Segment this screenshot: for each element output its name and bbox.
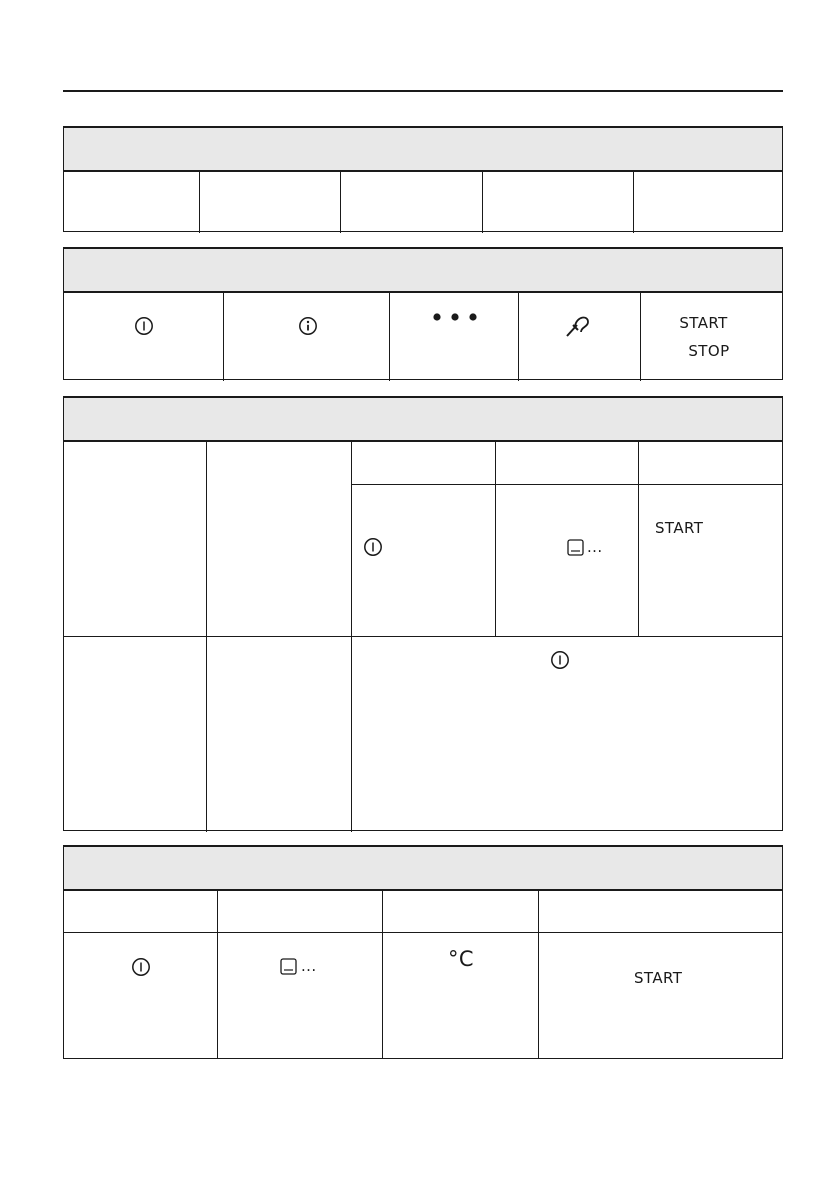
oven-icon — [280, 958, 297, 975]
stop-label: STOP — [688, 342, 730, 360]
table-4-cell-power — [64, 933, 217, 1059]
table-4-header-cell-1 — [64, 891, 217, 932]
table-1-cell-2 — [199, 172, 341, 233]
table-2-cell-power — [64, 293, 223, 381]
table-3-cell-power — [352, 485, 495, 636]
table-4-header-cell-4 — [538, 891, 782, 932]
start-label: START — [634, 969, 683, 987]
table-4 — [63, 845, 783, 1059]
start-label: START — [679, 314, 728, 332]
table-1-header — [64, 128, 782, 172]
power-icon — [363, 537, 383, 557]
table-1-cell-3 — [340, 172, 482, 233]
table-4-header-cell-2 — [217, 891, 382, 932]
three-dots-icon — [431, 311, 479, 323]
table-1-cell-4 — [482, 172, 634, 233]
power-icon — [134, 316, 154, 336]
table-3-cell-merged — [352, 637, 783, 832]
table-2-header — [64, 249, 782, 293]
header-rule — [63, 90, 783, 92]
table-4-cell-oven — [217, 933, 382, 1059]
oven-icon — [567, 539, 584, 556]
table-3-cell-oven — [496, 485, 638, 636]
probe-icon — [564, 313, 592, 339]
table-1-cell-5 — [633, 172, 782, 233]
table-4-header-cell-3 — [382, 891, 538, 932]
table-4-cell-temperature — [382, 933, 538, 1059]
ellipsis: ... — [587, 538, 603, 556]
table-2-cell-probe — [518, 293, 641, 381]
power-icon — [131, 957, 151, 977]
table-3-cell-start — [639, 485, 783, 636]
table-2 — [63, 247, 783, 380]
table-1 — [63, 126, 783, 232]
table-2-cell-start-stop — [640, 293, 782, 381]
start-label: START — [655, 519, 704, 537]
table-3 — [63, 396, 783, 831]
table-4-cell-start — [538, 933, 782, 1059]
table-2-cell-info — [223, 293, 390, 381]
power-icon — [550, 650, 570, 670]
ellipsis: ... — [301, 957, 317, 975]
info-icon — [298, 316, 318, 336]
table-2-cell-dots — [389, 293, 518, 381]
table-3-header — [64, 398, 782, 442]
table-1-cell-1 — [64, 172, 199, 233]
celsius-label: °C — [448, 947, 474, 971]
table-4-header — [64, 847, 782, 891]
